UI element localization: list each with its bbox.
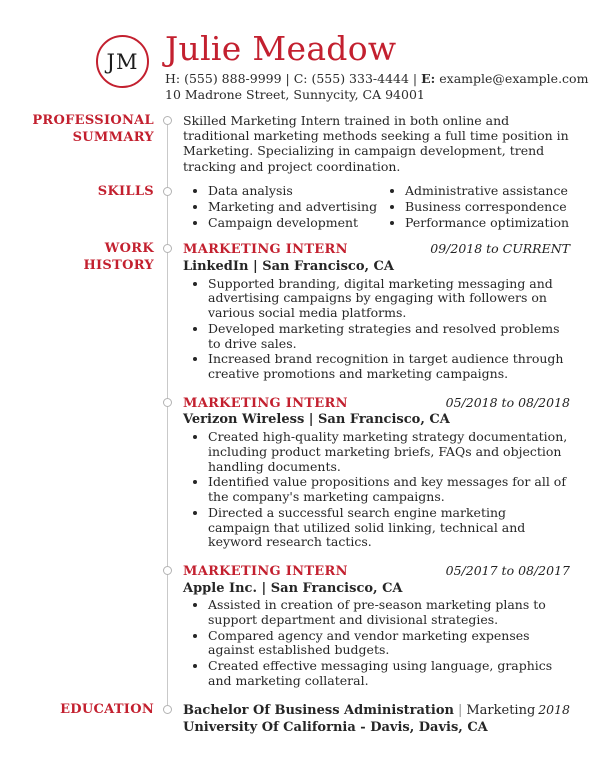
job-bullet: • Developed marketing strategies and resolved problems to drive sales. — [208, 322, 570, 352]
education-label: EDUCATION — [60, 701, 154, 717]
job-dates: 05/2018 to 08/2018 — [445, 394, 570, 410]
job-bullet: • Supported branding, digital marketing messaging and advertising campaigns by engaging with followers on various social media platforms. — [208, 277, 570, 321]
summary-label-line2: SUMMARY — [72, 129, 154, 145]
sections — [0, 113, 600, 736]
job-content — [183, 395, 570, 551]
timeline-gutter — [154, 563, 183, 690]
summary-text: Skilled Marketing Intern trained in both online and traditional marketing methods seeking a full time position in Marketing. Specializing in campaign development, trend tracking and project coordination. — [183, 112, 569, 174]
empty-label — [30, 563, 154, 690]
job-bullet-list — [183, 598, 570, 689]
job-title: MARKETING INTERN — [183, 395, 348, 411]
skill-item: • Performance optimization — [405, 216, 570, 231]
skills-content — [183, 184, 570, 231]
job-content — [183, 241, 570, 382]
skill-item: • Campaign development — [208, 216, 380, 231]
skills-grid — [183, 184, 570, 231]
job-content — [183, 563, 570, 690]
work-history-label: WORK HISTORY — [83, 241, 154, 274]
job-title: MARKETING INTERN — [183, 564, 348, 580]
job-bullet: • Created high-quality marketing strategy documentation, including product marketing briefs, FAQs and objection handling documents. — [208, 430, 570, 474]
education-field: Marketing — [466, 702, 536, 718]
header-text — [165, 29, 589, 104]
job-bullet: • Directed a successful search engine marketing campaign that utilized solid linking, technical and keyword research tactics. — [208, 506, 570, 550]
job-bullet: • Created effective messaging using language, graphics and marketing collateral. — [208, 659, 570, 689]
header — [0, 0, 600, 104]
job-employer: LinkedIn | San Francisco, CA — [183, 258, 394, 274]
job-bullet: • Identified value propositions and key messages for all of the company's marketing campaigns. — [208, 475, 570, 505]
job-bullet-list — [183, 277, 570, 382]
education-year: 2018 — [538, 701, 570, 717]
job-bullet-list — [183, 430, 570, 550]
section-work-history-job-3 — [0, 563, 600, 690]
timeline-node-dot — [163, 187, 172, 196]
job-head — [183, 241, 570, 258]
skill-item: • Administrative assistance — [405, 184, 570, 199]
skill-item: • Business correspondence — [405, 200, 570, 215]
education-degree-line — [183, 702, 570, 719]
skills-label: SKILLS — [97, 184, 154, 200]
section-professional-summary — [0, 113, 600, 175]
contact-line — [165, 71, 588, 88]
contact-phones: H: (555) 888-9999 | C: (555) 333-4444 | — [165, 70, 418, 86]
monogram-initials: JM — [106, 49, 139, 74]
email-label: E: — [421, 70, 436, 86]
skill-item: • Marketing and advertising — [208, 200, 380, 215]
job-head — [183, 395, 570, 412]
summary-label — [30, 113, 154, 175]
education-separator: | — [457, 702, 463, 718]
job-bullet: • Compared agency and vendor marketing expenses against established budgets. — [208, 629, 570, 659]
address-line: 10 Madrone Street, Sunnycity, CA 94001 — [165, 87, 425, 103]
section-work-history-job-2 — [0, 395, 600, 551]
section-education — [0, 702, 600, 736]
timeline-node-dot — [163, 116, 172, 125]
timeline-node-dot — [163, 398, 172, 407]
education-degree: Bachelor Of Business Administration — [183, 702, 454, 718]
job-employer: Apple Inc. | San Francisco, CA — [183, 580, 403, 596]
skills-column-1 — [183, 184, 380, 231]
job-dates: 09/2018 to CURRENT — [430, 241, 570, 257]
education-degree-group — [183, 702, 535, 719]
timeline-gutter — [154, 395, 183, 551]
email-value: example@example.com — [439, 70, 589, 86]
job-bullet: • Assisted in creation of pre-season marketing plans to support department and divisional strategies. — [208, 598, 570, 628]
monogram-badge — [96, 35, 149, 88]
job-dates: 05/2017 to 08/2017 — [445, 563, 570, 579]
summary-label-line1: PROFESSIONAL — [32, 112, 154, 128]
timeline-gutter — [154, 184, 183, 231]
skills-column-2 — [380, 184, 570, 231]
education-content — [183, 702, 570, 736]
timeline-node-dot — [163, 566, 172, 575]
section-work-history-job-1 — [0, 241, 600, 382]
name-heading: Julie Meadow — [165, 29, 397, 68]
section-skills — [0, 184, 600, 231]
skill-item: • Data analysis — [208, 184, 380, 199]
job-title: MARKETING INTERN — [183, 242, 348, 258]
job-bullet: • Increased brand recognition in target audience through creative promotions and marketing campaigns. — [208, 352, 570, 382]
timeline-gutter — [154, 702, 183, 736]
education-school: University Of California - Davis, Davis, CA — [183, 720, 488, 736]
timeline-node-dot — [163, 705, 172, 714]
timeline-node-dot — [163, 244, 172, 253]
timeline-gutter — [154, 241, 183, 382]
job-employer: Verizon Wireless | San Francisco, CA — [183, 412, 450, 428]
timeline-gutter — [154, 113, 183, 175]
job-head — [183, 563, 570, 580]
empty-label — [30, 395, 154, 551]
summary-content — [183, 113, 570, 175]
